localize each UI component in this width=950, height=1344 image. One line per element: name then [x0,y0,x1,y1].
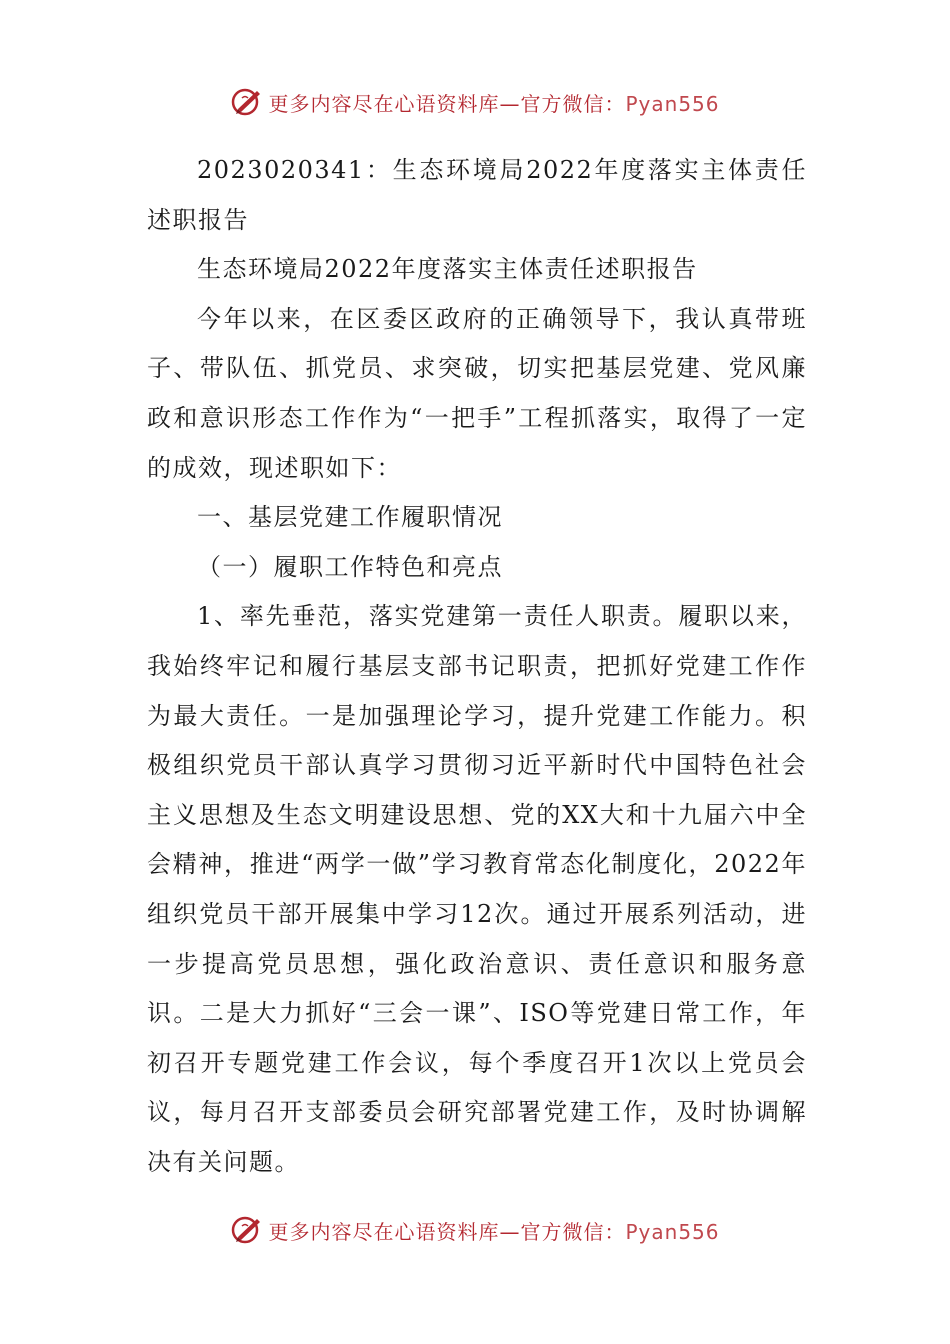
watermark-text: 更多内容尽在心语资料库—官方微信：Pyan556 [268,91,720,116]
document-body [147,146,807,1187]
wechat-id: Pyan556 [625,1219,720,1244]
wechat-id: Pyan556 [625,91,720,116]
body-paragraph: 1、率先垂范，落实党建第一责任人职责。履职以来，我始终牢记和履行基层支部书记职责，把抓好党建工作作为最大责任。一是加强理论学习，提升党建工作能力。积极组织党员干部认真学习贯彻习近平新时代中国特色社会主义思想及生态文明建设思想、党的XX大和十九届六中全会精神，推进“两学一做”学习教育常态化制度化，2022年组织党员干部开展集中学习12次。通过开展系列活动，进一步提高党员思想，强化政治意识、责任意识和服务意识。二是大力抓好“三会一课”、ISO等党建日常工作，年初召开专题党建工作会议，每个季度召开1次以上党员会议，每月召开支部委员会研究部署党建工作，及时协调解决有关问题。 [147,602,807,1176]
header-watermark-banner [0,82,950,122]
document-title: 2023020341：生态环境局2022年度落实主体责任述职报告 [147,156,807,234]
section-heading: 一、基层党建工作履职情况 [197,503,503,532]
footer-watermark-banner [0,1210,950,1250]
pen-logo-icon [230,85,264,119]
pen-logo-icon [230,1213,264,1247]
watermark-text: 更多内容尽在心语资料库—官方微信：Pyan556 [268,1219,720,1244]
intro-paragraph: 今年以来，在区委区政府的正确领导下，我认真带班子、带队伍、抓党员、求突破，切实把基层党建、党风廉政和意识形态工作作为“一把手”工程抓落实，取得了一定的成效，现述职如下： [147,304,807,482]
subsection-heading: （一）履职工作特色和亮点 [197,552,503,581]
document-subtitle: 生态环境局2022年度落实主体责任述职报告 [197,255,698,284]
